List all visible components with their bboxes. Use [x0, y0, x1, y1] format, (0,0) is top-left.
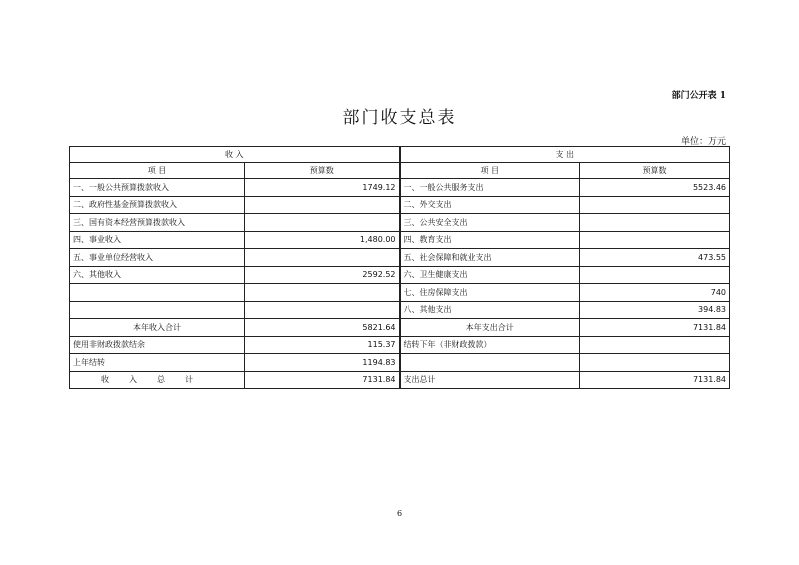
- expense-item: 四、教育支出: [400, 231, 580, 249]
- table-row: [70, 179, 730, 197]
- expense-item: 七、住房保障支出: [400, 284, 580, 302]
- income-amount-col-header: 预算数: [245, 163, 400, 179]
- table-row: [70, 301, 730, 319]
- expense-total-label: 支出总计: [400, 371, 580, 389]
- expense-amount: 473.55: [580, 249, 730, 267]
- income-total-label: 收入总计: [70, 371, 245, 389]
- income-item: 三、国有资本经营预算拨款收入: [70, 214, 245, 232]
- expense-amount: 394.83: [580, 301, 730, 319]
- expense-subtotal-label: 本年支出合计: [400, 319, 580, 337]
- expense-amount: [580, 266, 730, 284]
- income-amount: [245, 301, 400, 319]
- income-subtotal-label: 本年收入合计: [70, 319, 245, 337]
- income-amount: 1,480.00: [245, 231, 400, 249]
- table-row: [70, 196, 730, 214]
- expense-total-amount: 7131.84: [580, 371, 730, 389]
- table-row: [70, 249, 730, 267]
- income-amount: 1194.83: [245, 354, 400, 372]
- income-item: 一、一般公共预算拨款收入: [70, 179, 245, 197]
- table-row: [70, 266, 730, 284]
- section-header-row: [70, 147, 730, 163]
- expense-item: 八、其他支出: [400, 301, 580, 319]
- income-amount: [245, 284, 400, 302]
- expense-item: 三、公共安全支出: [400, 214, 580, 232]
- income-item: 四、事业收入: [70, 231, 245, 249]
- expense-item: 二、外交支出: [400, 196, 580, 214]
- unit-label: 单位：万元: [680, 137, 726, 147]
- income-subtotal-amount: 5821.64: [245, 319, 400, 337]
- subtotal-row: [70, 319, 730, 337]
- income-item-col-header: 项 目: [70, 163, 245, 179]
- income-total-amount: 7131.84: [245, 371, 400, 389]
- document-id: 部门公开表 1: [671, 91, 726, 101]
- table-row: [70, 284, 730, 302]
- income-amount: [245, 249, 400, 267]
- income-amount: [245, 196, 400, 214]
- income-item: 使用非财政拨款结余: [70, 336, 245, 354]
- income-section-header: 收 入: [70, 147, 400, 163]
- expense-amount: [580, 354, 730, 372]
- expense-item-col-header: 项 目: [400, 163, 580, 179]
- expense-amount: 740: [580, 284, 730, 302]
- table-row: [70, 354, 730, 372]
- expense-item: [400, 354, 580, 372]
- expense-amount-col-header: 预算数: [580, 163, 730, 179]
- income-item: 上年结转: [70, 354, 245, 372]
- expense-amount: [580, 214, 730, 232]
- income-item: 六、其他收入: [70, 266, 245, 284]
- expense-subtotal-amount: 7131.84: [580, 319, 730, 337]
- income-amount: 2592.52: [245, 266, 400, 284]
- expense-amount: [580, 231, 730, 249]
- table-row: [70, 214, 730, 232]
- page-title: 部门收支总表: [342, 108, 457, 128]
- income-amount: 115.37: [245, 336, 400, 354]
- income-item: [70, 284, 245, 302]
- column-header-row: [70, 163, 730, 179]
- table-row: [70, 336, 730, 354]
- income-amount: [245, 214, 400, 232]
- expense-item: 结转下年（非财政拨款）: [400, 336, 580, 354]
- income-item: 五、事业单位经营收入: [70, 249, 245, 267]
- expense-item: 五、社会保障和就业支出: [400, 249, 580, 267]
- income-amount: 1749.12: [245, 179, 400, 197]
- income-item: 二、政府性基金预算拨款收入: [70, 196, 245, 214]
- expense-item: 六、卫生健康支出: [400, 266, 580, 284]
- expense-section-header: 支 出: [400, 147, 730, 163]
- expense-amount: 5523.46: [580, 179, 730, 197]
- income-item: [70, 301, 245, 319]
- total-row: [70, 371, 730, 389]
- expense-item: 一、一般公共服务支出: [400, 179, 580, 197]
- budget-table: [69, 146, 730, 389]
- expense-amount: [580, 196, 730, 214]
- expense-amount: [580, 336, 730, 354]
- page-number: 6: [396, 509, 403, 518]
- table-row: [70, 231, 730, 249]
